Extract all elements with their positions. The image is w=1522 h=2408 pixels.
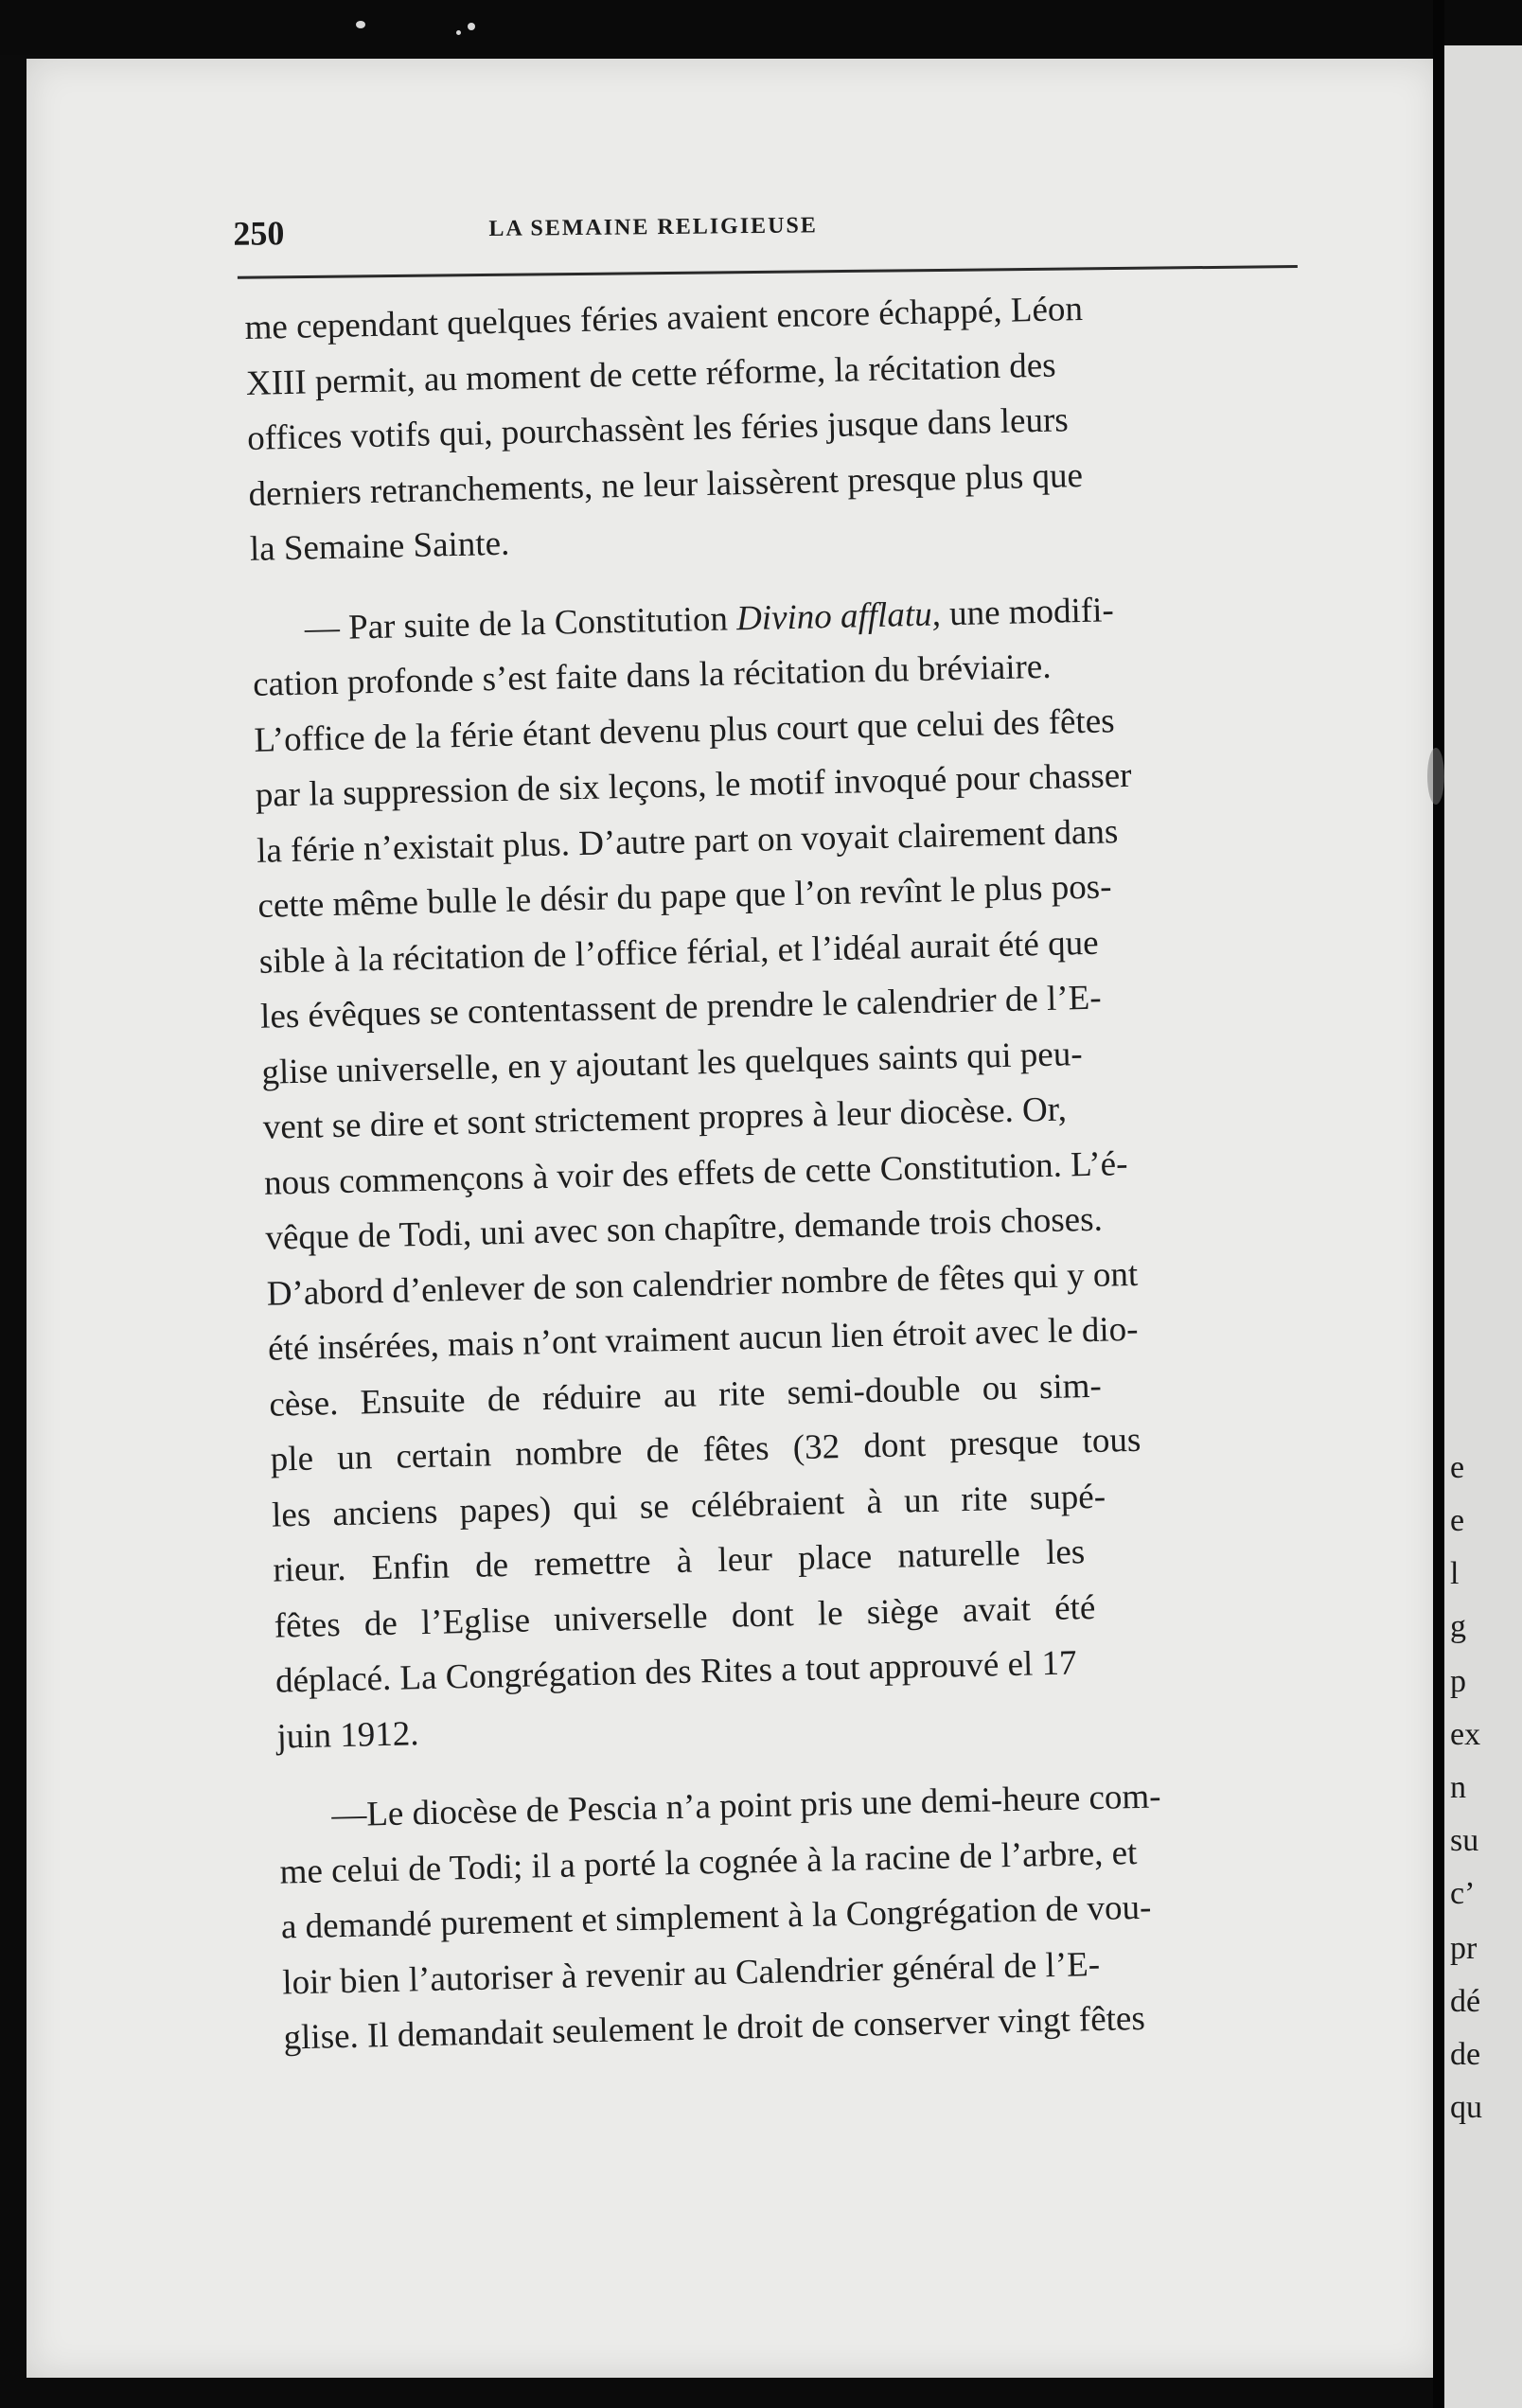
text-line: a demandé purement et simplement à la Congrégation de vou-: [280, 1887, 1152, 1947]
text-line: XIII permit, au moment de cette réforme, la récitation des: [245, 345, 1056, 403]
facing-page-fragment: g: [1450, 1609, 1466, 1644]
text-line: par la suppression de six leçons, le motif invoqué pour chasser: [255, 755, 1132, 815]
facing-page-fragment: qu: [1450, 2090, 1482, 2125]
text-line: fêtes de l’Eglise universelle dont le siège avait été: [274, 1587, 1096, 1646]
text-line: cette même bulle le désir du pape que l’on revînt le plus pos-: [257, 867, 1112, 926]
text-line: sible à la récitation de l’office férial, et l’idéal aurait été que: [258, 923, 1099, 982]
facing-page-fragment: n: [1450, 1770, 1466, 1805]
page-gutter: [1433, 0, 1444, 2408]
text-line: glise. Il demandait seulement le droit de conserver vingt fêtes: [283, 1998, 1146, 2058]
facing-page-fragment: dé: [1450, 1984, 1481, 2019]
facing-page-fragment: su: [1450, 1823, 1479, 1858]
facing-page-fragment: ex: [1450, 1717, 1481, 1752]
text-line: nous commençons à voir des effets de cette Constitution. L’é-: [263, 1143, 1128, 1203]
text-line: me celui de Todi; il a porté la cognée à la racine de l’arbre, et: [279, 1833, 1138, 1892]
text-line: —Le diocèse de Pescia n’a point pris une demi-heure com-: [330, 1777, 1161, 1835]
text-line: été insérées, mais n’ont vraiment aucun lien étroit avec le dio-: [267, 1309, 1139, 1369]
running-title: LA SEMAINE RELIGIEUSE: [488, 213, 818, 241]
scan-top-border: [0, 0, 1522, 55]
text-line: me cependant quelques féries avaient encore échappé, Léon: [244, 289, 1084, 347]
italic-title: Divino afflatu,: [735, 593, 942, 638]
text-line: la Semaine Sainte.: [249, 523, 510, 569]
facing-page-fragment: pr: [1450, 1931, 1478, 1966]
text-line: les évêques se contentassent de prendre le calendrier de l’E-: [259, 978, 1103, 1036]
facing-page-fragment: l: [1450, 1556, 1460, 1591]
text-line: vent se dire et sont strictement propres à leur diocèse. Or,: [262, 1089, 1068, 1147]
paragraph: [278, 1765, 1363, 2066]
paragraph: [244, 276, 1329, 577]
scan-speck: [356, 21, 365, 28]
text-line: offices votifs qui, pourchassènt les féries jusque dans leurs: [246, 400, 1070, 458]
text-line: loir bien l’autoriser à revenir au Calendrier général de l’E-: [281, 1944, 1101, 2003]
text-line: derniers retranchements, ne leur laissèrent presque plus que: [248, 455, 1084, 514]
facing-page-fragment: e: [1450, 1450, 1465, 1485]
text-line: ple un certain nombre de fêtes (32 dont presque tous: [270, 1420, 1142, 1479]
text-line: D’abord d’enlever de son calendrier nombre de fêtes qui y ont: [266, 1254, 1139, 1314]
facing-page-fragment: de: [1450, 2037, 1481, 2072]
scan-speck: [468, 23, 475, 30]
text-line: juin 1912.: [275, 1713, 419, 1757]
text-line: glise universelle, en y ajoutant les quelques saints qui peu-: [261, 1034, 1083, 1092]
text-line: déplacé. La Congrégation des Rites a tout approuvé el 17: [274, 1643, 1077, 1701]
running-header: [214, 184, 1294, 252]
ink-blot: [1427, 748, 1444, 805]
facing-page-fragment: p: [1450, 1664, 1466, 1699]
text-line: la férie n’existait plus. D’autre part on voyait clairement dans: [256, 811, 1119, 871]
facing-page-fragment: e: [1450, 1503, 1465, 1538]
paragraph: [251, 578, 1356, 1765]
body-text: [244, 276, 1363, 2066]
page-number: 250: [233, 214, 285, 253]
text-run: — Par suite de la Constitution: [304, 598, 737, 648]
facing-page-edge: [1444, 45, 1522, 2408]
text-line: rieur. Enfin de remettre à leur place naturelle les: [272, 1532, 1086, 1590]
facing-page-fragment: c’: [1450, 1876, 1476, 1911]
text-line: les anciens papes) qui se célébraient à un rite supé-: [271, 1477, 1106, 1535]
text-line: vêque de Todi, uni avec son chapître, demande trois choses.: [265, 1199, 1104, 1258]
text-line: L’office de la férie étant devenu plus court que celui des fêtes: [254, 700, 1115, 760]
text-run: une modifi-: [940, 590, 1115, 633]
text-line: cation profonde s’est faite dans la récitation du bréviaire.: [252, 646, 1052, 704]
text-line: cèse. Ensuite de réduire au rite semi-double ou sim-: [268, 1366, 1103, 1425]
scan-speck: [456, 30, 461, 35]
